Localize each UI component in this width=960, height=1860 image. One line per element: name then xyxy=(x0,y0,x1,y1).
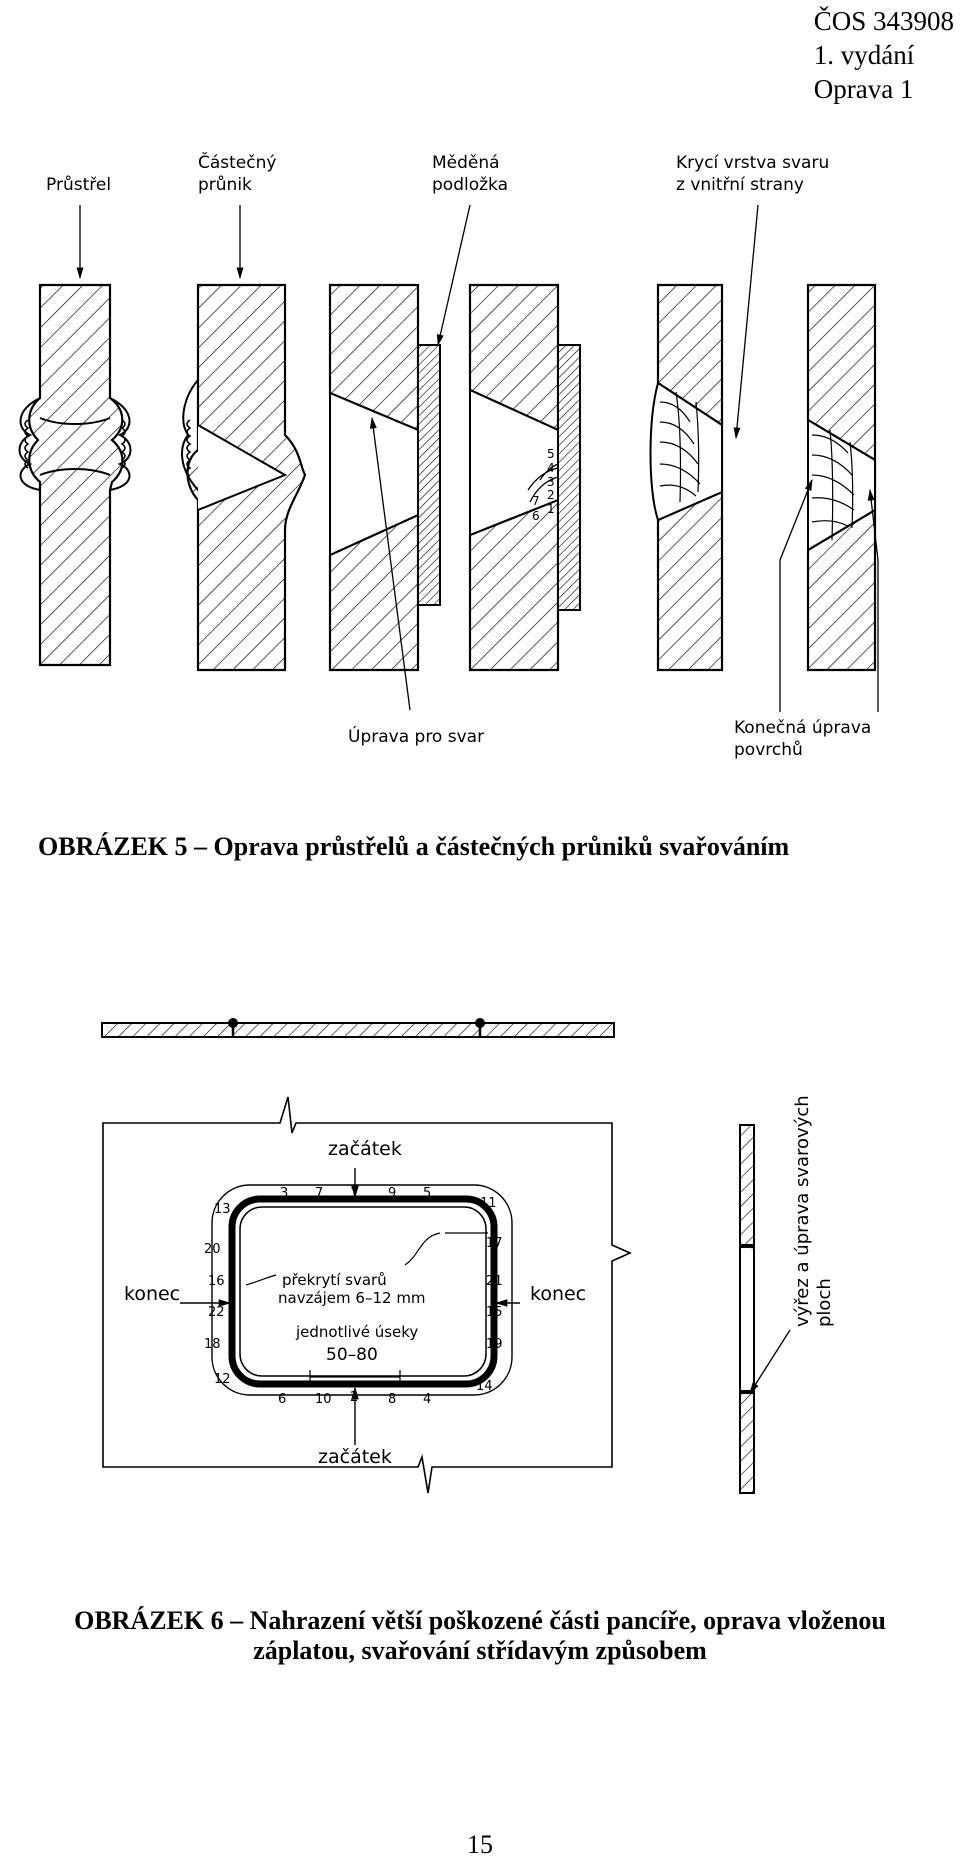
label-range: 50–80 xyxy=(326,1345,378,1365)
figure-5-drawing xyxy=(0,130,960,790)
seq-top-9: 9 xyxy=(388,1186,397,1201)
plate-puncture xyxy=(20,285,131,665)
seq-top-5: 5 xyxy=(423,1186,432,1201)
label-overlap-2: navzájem 6–12 mm xyxy=(278,1289,426,1307)
figure-6-caption-line1: OBRÁZEK 6 – Nahrazení větší poškozené části pancíře, oprava vloženou xyxy=(74,1606,886,1635)
label-konecna-1: Konečná úprava xyxy=(734,718,872,738)
label-prustrel: Průstřel xyxy=(46,175,112,195)
label-start-bottom: začátek xyxy=(318,1446,392,1468)
seq-right-14: 14 xyxy=(476,1379,493,1394)
label-medena-2: podložka xyxy=(432,175,508,195)
plate-cover-pass xyxy=(651,285,723,670)
figure-5-caption: OBRÁZEK 5 – Oprava průstřelů a částečných průniků svařováním xyxy=(38,832,790,861)
seq-right-15: 15 xyxy=(486,1305,503,1320)
seq-bottom-4: 4 xyxy=(423,1392,432,1407)
seq-left-22: 22 xyxy=(208,1305,225,1320)
plate-partial-penetration xyxy=(182,285,305,670)
pass-7: 7 xyxy=(532,494,540,508)
label-uprava-pro-svar: Úprava pro svar xyxy=(348,727,485,747)
section-strip xyxy=(102,1018,614,1037)
label-castecny-1: Částečný xyxy=(198,153,277,173)
label-kryci-2: z vnitřní strany xyxy=(676,175,804,195)
plate-final-finish xyxy=(808,285,875,670)
pass-2: 2 xyxy=(547,488,555,502)
seq-bottom-6: 6 xyxy=(278,1392,287,1407)
standard-number: ČOS 343908 xyxy=(813,6,954,36)
figure-6-caption-line2: záplatou, svařování střídavým způsobem xyxy=(253,1636,707,1665)
plate-bevel-backing xyxy=(330,285,440,670)
seq-left-13: 13 xyxy=(214,1202,231,1217)
seq-top-1: 1 xyxy=(350,1186,359,1201)
label-konecna-2: povrchů xyxy=(734,740,803,760)
seq-left-18: 18 xyxy=(204,1337,221,1352)
label-end-right: konec xyxy=(530,1283,587,1305)
figure-6-caption xyxy=(0,1606,960,1666)
seq-top-3: 3 xyxy=(280,1186,289,1201)
page-number: 15 xyxy=(467,1830,493,1859)
seq-left-12: 12 xyxy=(214,1372,231,1387)
seq-top-7: 7 xyxy=(315,1186,324,1201)
document-header xyxy=(814,4,954,106)
seq-left-16: 16 xyxy=(208,1274,225,1289)
label-medena-1: Měděná xyxy=(432,153,500,173)
amendment: Oprava 1 xyxy=(813,74,914,104)
label-cutout-2: ploch xyxy=(814,1278,835,1327)
seq-bottom-8: 8 xyxy=(388,1392,397,1407)
seq-bottom-10: 10 xyxy=(315,1392,332,1407)
pass-6: 6 xyxy=(532,509,540,523)
pass-3: 3 xyxy=(547,475,555,489)
seq-bottom-2: 2 xyxy=(350,1390,359,1405)
label-end-left: konec xyxy=(124,1283,181,1305)
label-cutout-1: výřez a úprava svarových xyxy=(792,1095,813,1327)
pass-4: 4 xyxy=(547,461,555,475)
side-section xyxy=(740,1125,790,1493)
plate-weld-passes xyxy=(470,285,580,670)
label-castecny-2: průnik xyxy=(198,175,252,195)
seq-left-20: 20 xyxy=(204,1242,221,1257)
seq-right-11: 11 xyxy=(480,1196,497,1211)
label-segments: jednotlivé úseky xyxy=(296,1323,419,1341)
pass-1: 1 xyxy=(547,502,555,516)
edition: 1. vydání xyxy=(813,40,915,70)
seq-right-17: 17 xyxy=(486,1236,503,1251)
figure-6-drawing xyxy=(0,985,960,1505)
seq-right-21: 21 xyxy=(486,1274,503,1289)
label-overlap-1: překrytí svarů xyxy=(282,1271,387,1289)
label-kryci-1: Krycí vrstva svaru xyxy=(676,153,830,173)
seq-right-19: 19 xyxy=(486,1337,503,1352)
label-start-top: začátek xyxy=(328,1138,402,1160)
pass-5: 5 xyxy=(547,447,555,461)
